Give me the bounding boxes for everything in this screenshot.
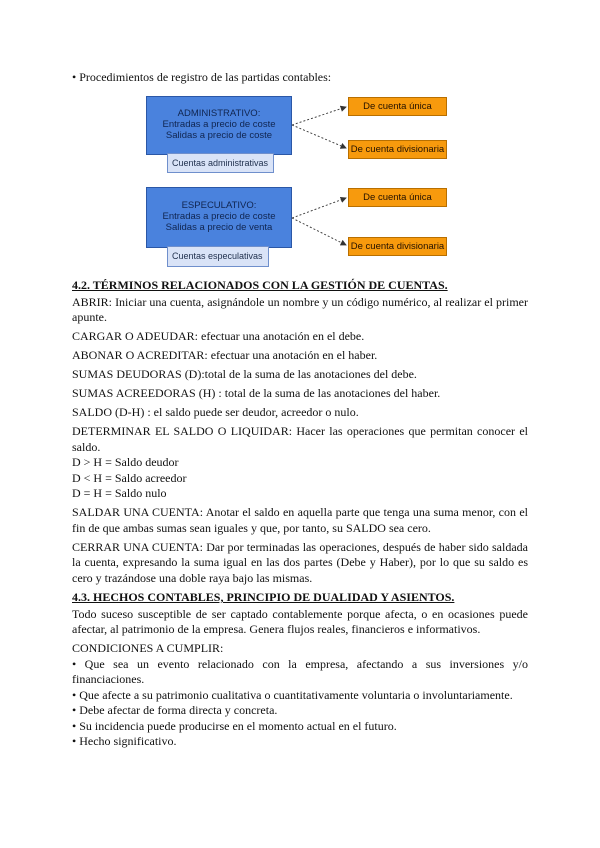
term-cerrar: CERRAR UNA CUENTA: Dar por terminadas las operaciones, después de haber sido saldada la cuenta, expresando la suma igual en las dos partes (Debe y Haber), por lo que su saldo es cero y trazándose una doble raya bajo las mismas. — [72, 539, 528, 585]
rule-nulo: D = H = Saldo nulo — [72, 486, 167, 500]
unica-box-2: De cuenta única — [348, 188, 447, 207]
arrow-spec-unica — [292, 198, 346, 218]
divisionaria-box-2: De cuenta divisionaria — [348, 237, 447, 256]
unica-box-1: De cuenta única — [348, 97, 447, 116]
divisionaria-box-1: De cuenta divisionaria — [348, 140, 447, 159]
hechos-intro: Todo suceso susceptible de ser captado contablemente porque afecta, o en ocasiones puede afectar, al patrimonio de la empresa. Genera flujos reales, financieros e informativos. — [72, 606, 528, 636]
arrow-spec-divisionaria — [292, 218, 346, 245]
arrow-admin-divisionaria — [292, 125, 346, 148]
term-cargar: CARGAR O ADEUDAR: efectuar una anotación en el debe. — [72, 329, 365, 343]
term-saldo: SALDO (D-H) : el saldo puede ser deudor, acreedor o nulo. — [72, 405, 359, 419]
administrativo-line2: Salidas a precio de coste — [165, 130, 273, 141]
condition-2: • Que afecte a su patrimonio cualitativa o cuantitativamente voluntaria o involuntariamente. — [72, 687, 513, 702]
rule-deudor: D > H = Saldo deudor — [72, 455, 179, 469]
section-4-3-heading: 4.3. HECHOS CONTABLES, PRINCIPIO DE DUALIDAD Y ASIENTOS. — [72, 590, 455, 604]
especulativo-subbox: Cuentas especulativas — [167, 246, 269, 267]
especulativo-line2: Salidas a precio de venta — [165, 222, 273, 233]
term-sumas-deudoras: SUMAS DEUDORAS (D):total de la suma de las anotaciones del debe. — [72, 367, 417, 381]
term-abrir: ABRIR: Iniciar una cuenta, asignándole un nombre y un código numérico, al realizar el primer apunte. — [72, 294, 528, 324]
administrativo-title: ADMINISTRATIVO: — [177, 108, 261, 119]
condition-1: • Que sea un evento relacionado con la empresa, afectando a sus inversiones y/o financiaciones. — [72, 656, 528, 686]
condition-3: • Debe afectar de forma directa y concreta. — [72, 703, 278, 717]
especulativo-line1: Entradas a precio de coste — [162, 211, 276, 222]
section-4-2-heading: 4.2. TÉRMINOS RELACIONADOS CON LA GESTIÓN DE CUENTAS. — [72, 278, 448, 292]
rule-acreedor: D < H = Saldo acreedor — [72, 470, 187, 485]
especulativo-title: ESPECULATIVO: — [181, 200, 257, 211]
administrativo-subbox: Cuentas administrativas — [167, 153, 274, 173]
administrativo-line1: Entradas a precio de coste — [162, 119, 276, 130]
body-text — [72, 278, 528, 750]
diagram-arrows — [0, 0, 600, 300]
condition-5: • Hecho significativo. — [72, 734, 177, 748]
term-sumas-acreedoras: SUMAS ACREEDORAS (H) : total de la suma de las anotaciones del haber. — [72, 386, 441, 400]
condition-4: • Su incidencia puede producirse en el momento actual en el futuro. — [72, 718, 397, 733]
arrow-admin-unica — [292, 107, 346, 125]
term-determinar: DETERMINAR EL SALDO O LIQUIDAR: Hacer las operaciones que permitan conocer el saldo. — [72, 424, 528, 454]
term-saldar: SALDAR UNA CUENTA: Anotar el saldo en aquella parte que tenga una suma menor, con el fin de que ambas sumas sean iguales y que, por tanto, su SALDO sea cero. — [72, 505, 528, 535]
conditions-title: CONDICIONES A CUMPLIR: — [72, 641, 224, 655]
term-abonar: ABONAR O ACREDITAR: efectuar una anotación en el haber. — [72, 348, 378, 362]
intro-bullet: • Procedimientos de registro de las partidas contables: — [72, 70, 332, 84]
